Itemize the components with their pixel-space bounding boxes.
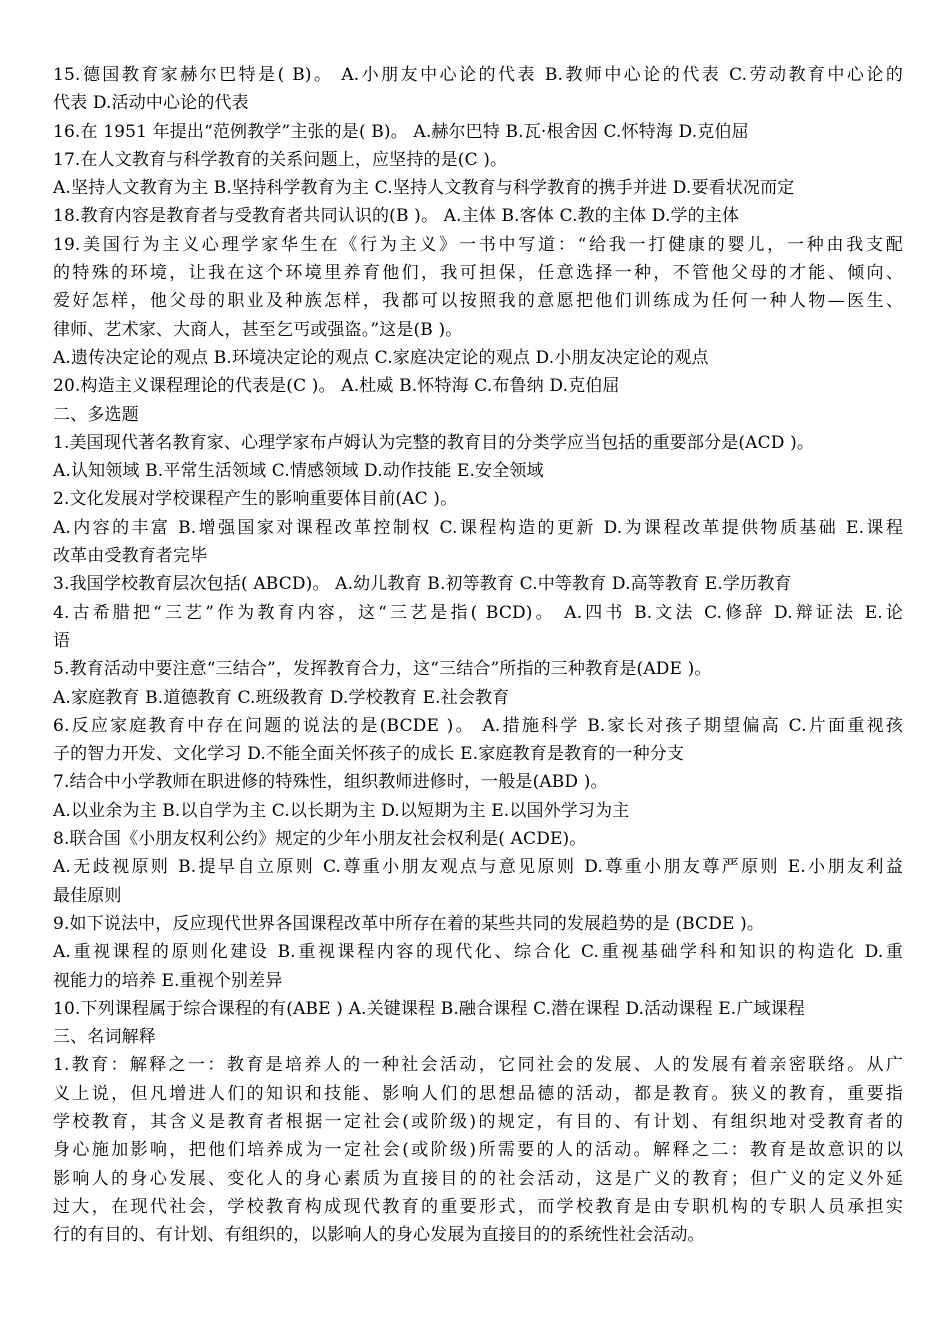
text-line: 律师、艺术家、大商人，甚至乞丐或强盗。”这是(B )。 [53,319,463,340]
text-line: 20.构造主义课程理论的代表是(C )。 A.杜威 B.怀特海 C.布鲁纳 D.克伯屈 [53,376,620,397]
text-line: 7.结合中小学教师在职进修的特殊性，组织教师进修时，一般是(ABD )。 [53,772,608,793]
text-line: 的特殊的环境，让我在这个环境里养育他们，我可担保，任意选择一种，不管他父母的才能、倾向、 [53,263,903,284]
text-line: 语 [53,630,71,651]
text-line: 1.教育：解释之一：教育是培养人的一种社会活动，它同社会的发展、人的发展有着亲密联络。从广 [53,1055,903,1076]
text-line: 18.教育内容是教育者与受教育者共同认识的(B )。 A.主体 B.客体 C.教的主体 D.学的主体 [53,206,740,227]
text-line: 身心施加影响，把他们培养成为一定社会(或阶级)所需要的人的活动。解释之二：教育是故意识的以 [53,1140,903,1161]
text-line: A.无歧视原则 B.提早自立原则 C.尊重小朋友观点与意见原则 D.尊重小朋友尊严原则 E.小朋友利益 [53,857,903,878]
text-line: 9.如下说法中，反应现代世界各国课程改革中所存在着的某些共同的发展趋势的是 (BCDE )。 [53,913,765,934]
text-line: 15.德国教育家赫尔巴特是( B)。 A.小朋友中心论的代表 B.教师中心论的代表 C.劳动教育中心论的 [53,65,903,85]
text-line: 16.在 1951 年提出“范例教学”主张的是( B)。 A.赫尔巴特 B.瓦·根舍因 C.怀特海 D.克伯屈 [53,121,749,142]
text-line: 2.文化发展对学校课程产生的影响重要体目前(AC )。 [53,489,458,510]
text-line: 最佳原则 [53,885,122,906]
text-line: 6.反应家庭教育中存在问题的说法的是(BCDE )。 A.措施科学 B.家长对孩子期望偏高 C.片面重视孩 [53,715,903,736]
text-line: 4.古希腊把“三艺”作为教育内容，这“三艺是指( BCD)。 A.四书 B.文法 C.修辞 D.辩证法 E.论 [53,602,903,623]
text-line: 爱好怎样，他父母的职业及种族怎样，我都可以按照我的意愿把他们训练成为任何一种人物—医生、 [53,291,903,312]
text-line: A.认知领域 B.平常生活领域 C.情感领域 D.动作技能 E.安全领域 [53,461,544,482]
document-page [53,61,903,1249]
text-line: 8.联合国《小朋友权利公约》规定的少年小朋友社会权利是( ACDE)。 [53,829,587,850]
text-line: A.内容的丰富 B.增强国家对课程改革控制权 C.课程构造的更新 D.为课程改革提供物质基础 E.课程 [53,517,903,538]
text-line: 学校教育，其含义是教育者根据一定社会(或阶级)的规定，有目的、有计划、有组织地对受教育者的 [53,1111,903,1132]
text-line: 5.教育活动中要注意“三结合”，发挥教育合力，这“三结合”所指的三种教育是(ADE )。 [53,659,712,680]
text-line: A.以业余为主 B.以自学为主 C.以长期为主 D.以短期为主 E.以国外学习为主 [53,800,630,821]
text-line: 过大，在现代社会，学校教育构成现代教育的重要形式，而学校教育是由专职机构的专职人员承担实 [53,1196,903,1217]
text-line: 改革由受教育者完毕 [53,546,208,567]
text-line: 10.下列课程属于综合课程的有(ABE ) A.关键课程 B.融合课程 C.潜在课程 D.活动课程 E.广域课程 [53,998,805,1019]
text-line: 义上说，但凡增进人们的知识和技能、影响人们的思想品德的活动，都是教育。狭义的教育，重要指 [53,1083,903,1104]
text-line: A.家庭教育 B.道德教育 C.班级教育 D.学校教育 E.社会教育 [53,687,510,708]
text-line: A.重视课程的原则化建设 B.重视课程内容的现代化、综合化 C.重视基础学科和知识的构造化 D.重 [53,942,903,963]
text-line: A.遗传决定论的观点 B.环境决定论的观点 C.家庭决定论的观点 D.小朋友决定论的观点 [53,347,709,368]
text-line: 二、多选题 [53,404,139,425]
text-line: 子的智力开发、文化学习 D.不能全面关怀孩子的成长 E.家庭教育是教育的一种分支 [53,744,685,765]
text-line: 行的有目的、有计划、有组织的，以影响人的身心发展为直接目的的系统性社会活动。 [53,1225,705,1246]
text-line: A.坚持人文教育为主 B.坚持科学教育为主 C.坚持人文教育与科学教育的携手并进 D.要看状况而定 [53,178,795,199]
text-line: 视能力的培养 E.重视个别差异 [53,970,283,991]
text-line: 三、名词解释 [53,1027,156,1048]
text-line: 3.我国学校教育层次包括( ABCD)。 A.幼儿教育 B.初等教育 C.中等教育 D.高等教育 E.学历教育 [53,574,792,595]
text-line: 19.美国行为主义心理学家华生在《行为主义》一书中写道：“给我一打健康的婴儿，一种由我支配 [53,234,903,255]
text-line: 代表 D.活动中心论的代表 [53,93,249,114]
text-line: 17.在人文教育与科学教育的关系问题上，应坚持的是(C )。 [53,149,508,170]
text-line: 1.美国现代著名教育家、心理学家布卢姆认为完整的教育目的分类学应当包括的重要部分是(ACD )。 [53,432,815,453]
text-line: 影响人的身心发展、变化人的身心素质为直接目的的社会活动，这是广义的教育；但广义的定义外延 [53,1168,903,1189]
